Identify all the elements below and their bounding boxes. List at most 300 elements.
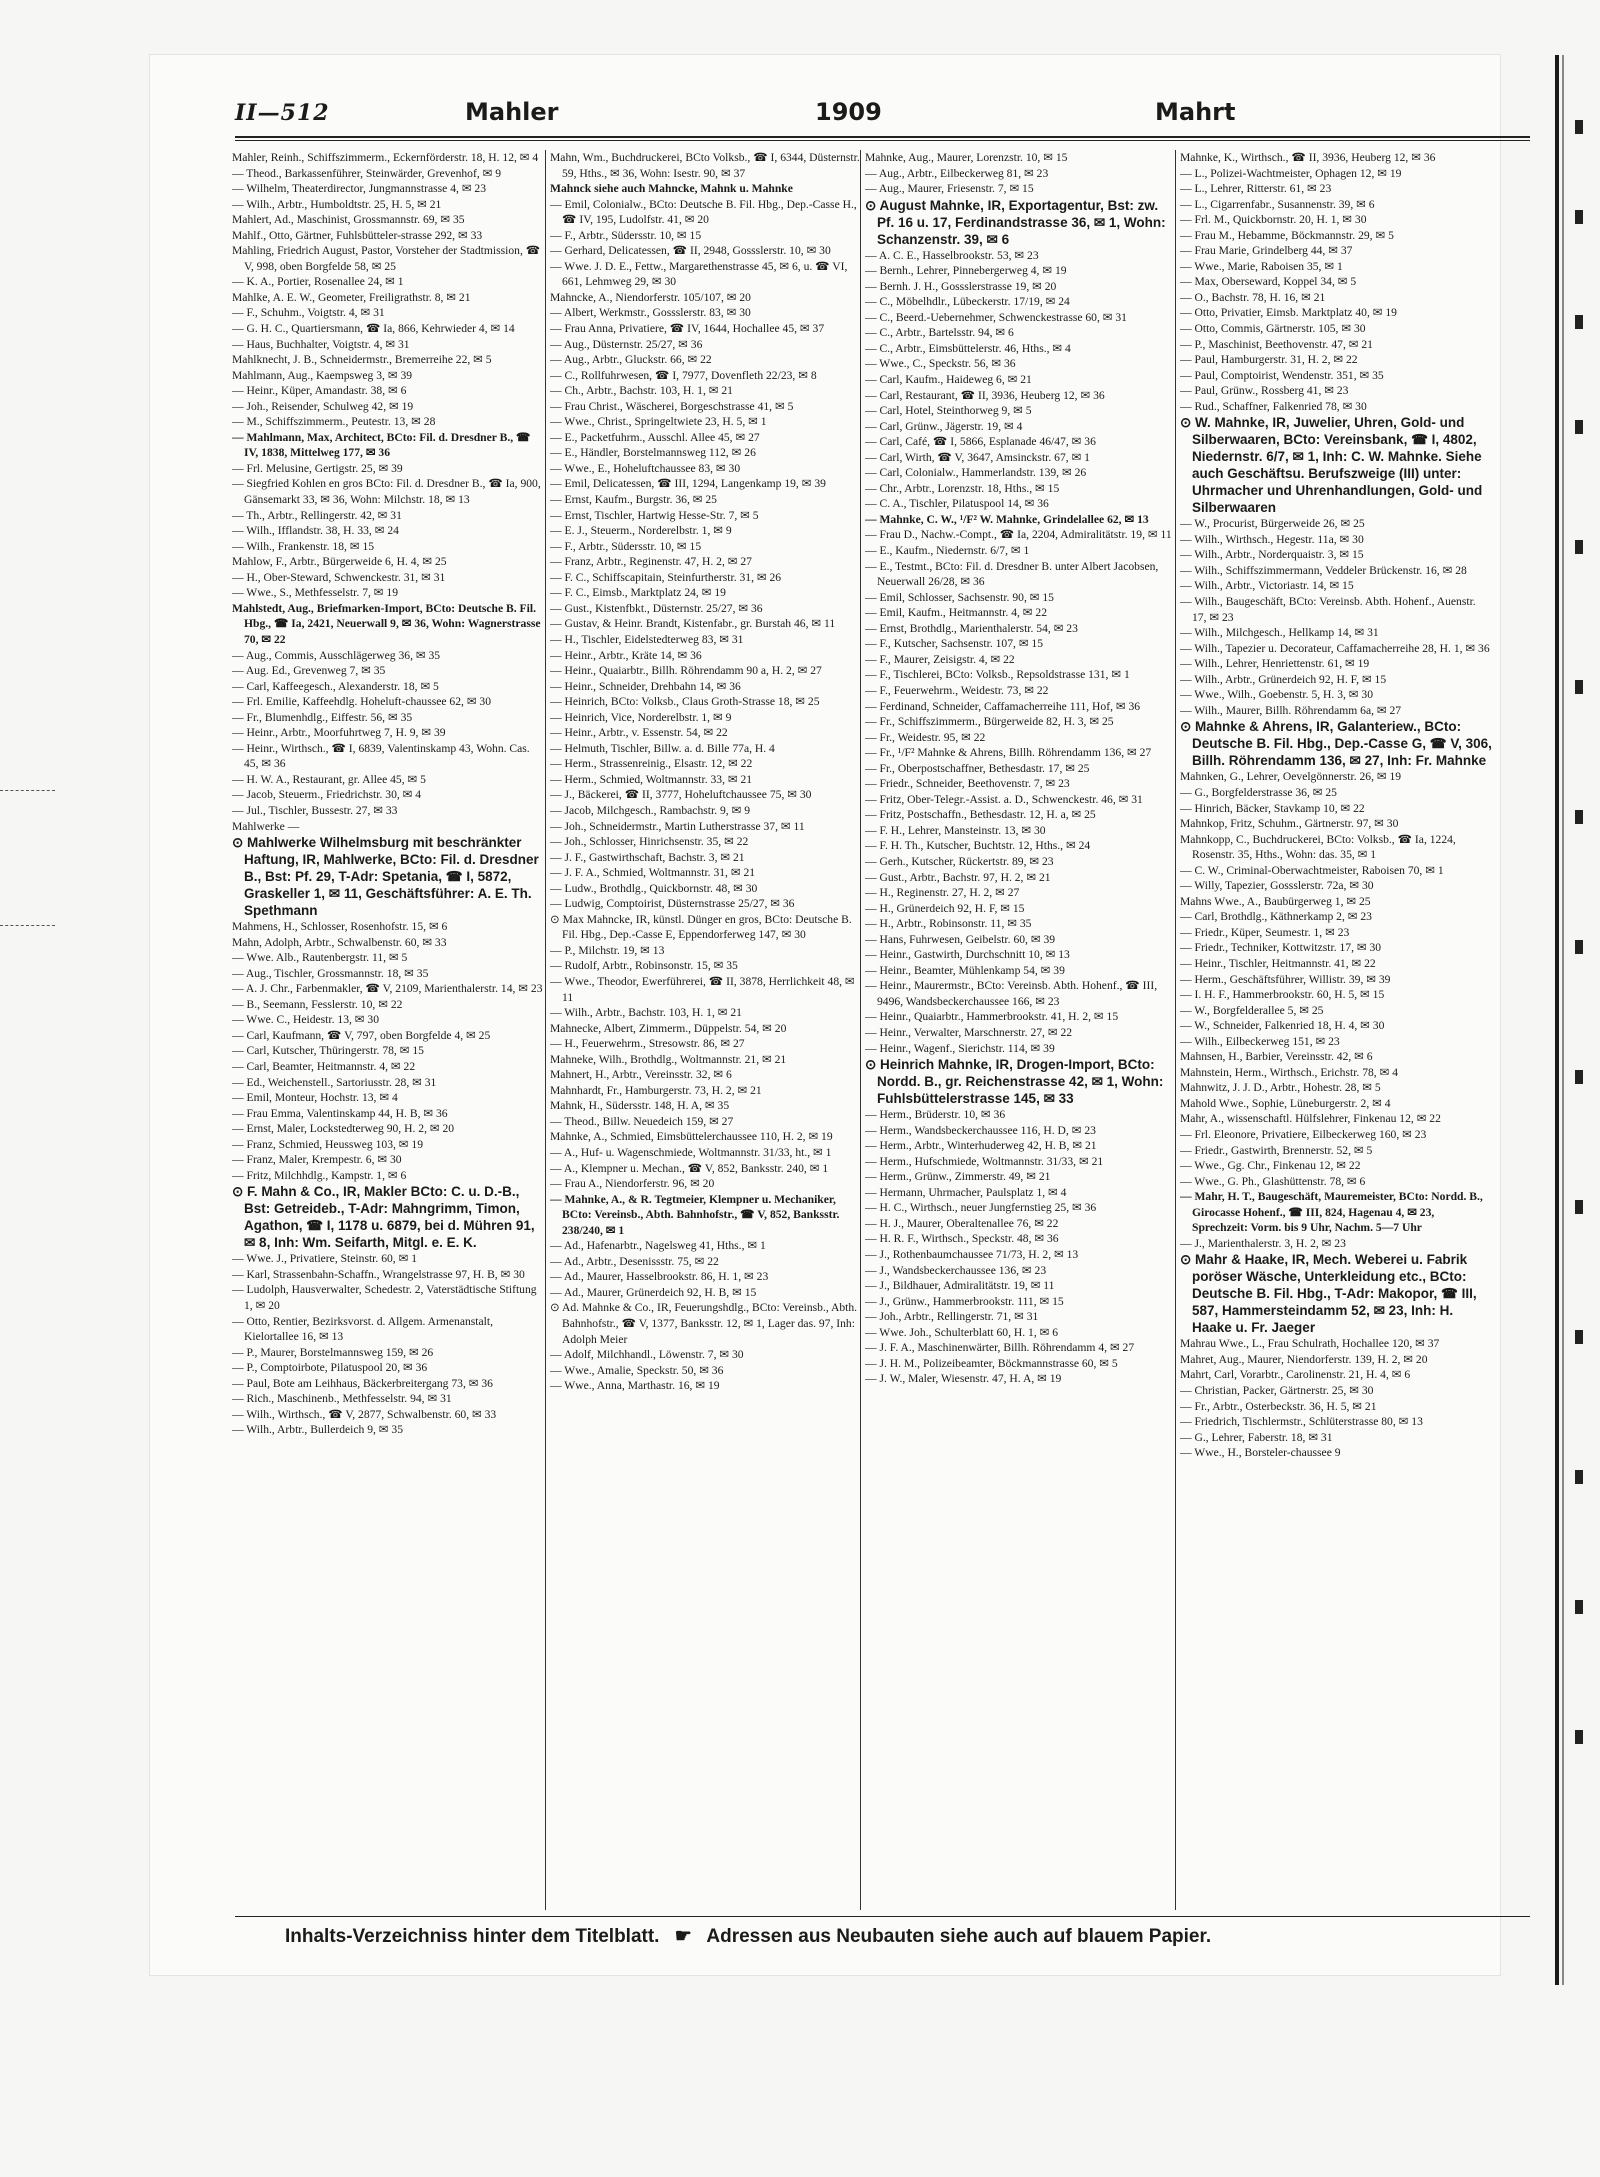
directory-entry: — Jacob, Milchgesch., Rambachstr. 9, ✉ 9	[550, 803, 751, 817]
directory-entry: — Ch., Arbtr., Bachstr. 103, H. 1, ✉ 21	[550, 384, 733, 398]
directory-entry: — Gerhard, Delicatessen, ☎ II, 2948, Gossslerstr. 10, ✉ 30	[550, 244, 831, 258]
directory-entry: — Wwe., C., Speckstr. 56, ✉ 36	[865, 357, 1016, 371]
directory-entry: ⊙ August Mahnke, IR, Exportagentur, Bst: zw. Pf. 16 u. 17, Ferdinandstrasse 36, ✉ 1, Wohn: Schanzenstr. 39, ✉ 6	[865, 197, 1166, 247]
directory-entry: — Fr., Arbtr., Osterbeckstr. 36, H. 5, ✉ 21	[1180, 1399, 1377, 1413]
directory-entry: — Heinr., Arbtr., v. Essenstr. 54, ✉ 22	[550, 726, 728, 740]
directory-entry: — Wwe., Anna, Marthastr. 16, ✉ 19	[550, 1379, 720, 1393]
directory-entry: Mahlstedt, Aug., Briefmarken-Import, BCto: Deutsche B. Fil. Hbg., ☎ Ia, 2421, Neuerwall 9, ✉ 36, Wohn: Wagnerstrasse 70, ✉ 22	[232, 601, 541, 646]
directory-entry: — Carl, Hotel, Steinthorweg 9, ✉ 5	[865, 404, 1032, 418]
directory-entry: — Rudolf, Arbtr., Robinsonstr. 15, ✉ 35	[550, 959, 738, 973]
directory-entry: — Frau Emma, Valentinskamp 44, H. B, ✉ 36	[232, 1106, 448, 1120]
directory-entry: — Wilhelm, Theaterdirector, Jungmannstrasse 4, ✉ 23	[232, 182, 487, 196]
cut-mark	[0, 925, 55, 926]
directory-entry: — Wwe. J. D. E., Fettw., Margarethenstrasse 45, ✉ 6, u. ☎ VI, 661, Lehmweg 29, ✉ 30	[550, 259, 848, 289]
directory-entry: — J. H. M., Polizeibeamter, Böckmannstrasse 60, ✉ 5	[865, 1356, 1118, 1370]
directory-entry: — C. W., Criminal-Oberwachtmeister, Raboisen 70, ✉ 1	[1180, 863, 1444, 877]
directory-entry: — Wwe. C., Heidestr. 13, ✉ 30	[232, 1013, 379, 1027]
directory-entry: — H. W. A., Restaurant, gr. Allee 45, ✉ 5	[232, 772, 426, 786]
directory-entry: — Theod., Barkassenführer, Steinwärder, Grevenhof, ✉ 9	[232, 166, 502, 180]
column-2	[550, 150, 862, 1910]
directory-entry: ⊙ Max Mahncke, IR, künstl. Dünger en gros, BCto: Deutsche B. Fil. Hbg., Dep.-Casse E, Eppendorferweg 147, ✉ 30	[550, 912, 852, 942]
directory-entry: Mahnke, K., Wirthsch., ☎ II, 3936, Heuberg 12, ✉ 36	[1180, 151, 1436, 164]
directory-entry: — Hans, Fuhrwesen, Geibelstr. 60, ✉ 39	[865, 932, 1056, 946]
directory-entry: — Frl. Emilie, Kaffeehdlg. Hoheluft-chaussee 62, ✉ 30	[232, 695, 492, 709]
directory-entry: — Mahnke, C. W., ¹/F² W. Mahnke, Grindelallee 62, ✉ 13	[865, 512, 1149, 526]
directory-entry: — P., Milchstr. 19, ✉ 13	[550, 943, 665, 957]
directory-entry: — W., Schneider, Falkenried 18, H. 4, ✉ 30	[1180, 1019, 1385, 1033]
directory-entry: Mahlke, A. E. W., Geometer, Freiligrathstr. 8, ✉ 21	[232, 290, 471, 304]
directory-entry: — Friedr., Küper, Seumestr. 1, ✉ 23	[1180, 925, 1350, 939]
directory-entry: — L., Polizei-Wachtmeister, Ophagen 12, ✉ 19	[1180, 166, 1402, 180]
directory-entry: — Heinr., Küper, Amandastr. 38, ✉ 6	[232, 384, 407, 398]
directory-entry: Mahlknecht, J. B., Schneidermstr., Bremerreihe 22, ✉ 5	[232, 353, 492, 367]
directory-entry: — Aug. Ed., Grevenweg 7, ✉ 35	[232, 664, 386, 678]
directory-entry: — F., Arbtr., Südersstr. 10, ✉ 15	[550, 539, 702, 553]
directory-entry: Mahlow, F., Arbtr., Bürgerweide 6, H. 4, ✉ 25	[232, 555, 447, 569]
directory-entry: — Wwe., H., Borsteler-chaussee 9	[1180, 1446, 1341, 1460]
directory-entry: — Emil, Kaufm., Heitmannstr. 4, ✉ 22	[865, 606, 1047, 620]
directory-entry: Mahneke, Wilh., Brothdlg., Woltmannstr. 21, ✉ 21	[550, 1052, 787, 1066]
directory-entry: — Wilh., Arbtr., Bullerdeich 9, ✉ 35	[232, 1423, 404, 1437]
directory-entry: — Ludwig, Comptoirist, Düsternstrasse 25/27, ✉ 36	[550, 897, 795, 911]
directory-entry: — W., Borgfelderallee 5, ✉ 25	[1180, 1003, 1324, 1017]
directory-entry: — E. J., Steuerm., Norderelbstr. 1, ✉ 9	[550, 524, 732, 538]
directory-entry: — Christian, Packer, Gärtnerstr. 25, ✉ 30	[1180, 1384, 1374, 1397]
directory-entry: — F., Schuhm., Voigtstr. 4, ✉ 31	[232, 306, 385, 320]
column-4	[1180, 150, 1492, 1910]
directory-entry: — A. J. Chr., Farbenmakler, ☎ V, 2109, Marienthalerstr. 14, ✉ 23	[232, 982, 543, 996]
directory-entry: — Rich., Maschinenb., Methfesselstr. 94, ✉ 31	[232, 1392, 452, 1406]
directory-entry: Mahrau Wwe., L., Frau Schulrath, Hochallee 120, ✉ 37	[1180, 1337, 1440, 1351]
directory-entry: — C., Beerd.-Uebernehmer, Schwenckestrasse 60, ✉ 31	[865, 310, 1127, 324]
directory-entry: Mahn, Wm., Buchdruckerei, BCto Volksb., ☎ I, 6344, Düsternstr. 59, Hths., ✉ 36, Wohn: Isestr. 90, ✉ 37	[550, 151, 860, 180]
directory-entry: — Bernh. J. H., Gossslerstrasse 19, ✉ 20	[865, 279, 1057, 293]
directory-entry: — Franz, Schmied, Heussweg 103, ✉ 19	[232, 1137, 424, 1151]
directory-entry: — Ernst, Tischler, Hartwig Hesse-Str. 7, ✉ 5	[550, 508, 759, 522]
directory-entry: — Wwe. Joh., Schulterblatt 60, H. 1, ✉ 6	[865, 1325, 1059, 1339]
directory-entry: — G. H. C., Quartiersmann, ☎ Ia, 866, Kehrwieder 4, ✉ 14	[232, 322, 515, 336]
directory-entry: — P., Maschinist, Beethovenstr. 47, ✉ 21	[1180, 337, 1373, 351]
directory-entry: — O., Bachstr. 78, H. 16, ✉ 21	[1180, 290, 1326, 304]
directory-entry: ⊙ Heinrich Mahnke, IR, Drogen-Import, BCto: Nordd. B., gr. Reichenstrasse 42, ✉ 1, Wohn: Fuhlsbüttelerstrasse 145, ✉ 33	[865, 1057, 1164, 1107]
directory-entry: — Wilh., Ifflandstr. 38, H. 33, ✉ 24	[232, 524, 399, 538]
directory-entry: — E., Testmt., BCto: Fil. d. Dresdner B. unter Albert Jacobsen, Neuerwall 26/28, ✉ 36	[865, 559, 1159, 589]
directory-entry: — F., Arbtr., Südersstr. 10, ✉ 15	[550, 228, 702, 242]
directory-entry: — J., Bäckerei, ☎ II, 3777, Hoheluftchaussee 75, ✉ 30	[550, 788, 812, 802]
directory-entry: — Rud., Schaffner, Falkenried 78, ✉ 30	[1180, 399, 1367, 413]
directory-entry: — F., Kutscher, Sachsenstr. 107, ✉ 15	[865, 637, 1044, 651]
directory-entry: — Herm., Hufschmiede, Woltmannstr. 31/33, ✉ 21	[865, 1154, 1104, 1168]
directory-entry: — Heinr., Quaiarbtr., Billh. Röhrendamm 90 a, H. 2, ✉ 27	[550, 664, 822, 678]
directory-entry: — Frau Marie, Grindelberg 44, ✉ 37	[1180, 244, 1353, 258]
directory-entry: ⊙ Mahnke & Ahrens, IR, Galanteriew., BCto: Deutsche B. Fil. Hbg., Dep.-Casse G, ☎ V, 306, Billh. Röhrendamm 136, ✉ 27, Inh: Fr. Mahnke	[1180, 719, 1492, 769]
directory-entry: — Fritz, Postschaffn., Bethesdastr. 12, H. a, ✉ 25	[865, 808, 1096, 822]
directory-entry: — J. F., Gastwirthschaft, Bachstr. 3, ✉ 21	[550, 850, 745, 864]
directory-entry: ⊙ Mahr & Haake, IR, Mech. Weberei u. Fabrik poröser Wäsche, Unterkleidung etc., BCto: Deutsche B. Fil. Hbg., T-Adr: Makopor, ☎ III, 587, Hammersteindamm 52, ✉ 23, Inh: H. Haake u. Fr. Jaeger	[1180, 1252, 1477, 1336]
directory-entry: — E., Kaufm., Niedernstr. 6/7, ✉ 1	[865, 544, 1030, 558]
directory-entry: — Wilh., Schiffszimmermann, Veddeler Brückenstr. 16, ✉ 28	[1180, 563, 1467, 577]
cut-mark	[0, 790, 55, 791]
directory-entry: — Frau Christ., Wäscherei, Borgeschstrasse 41, ✉ 5	[550, 399, 794, 413]
directory-entry: — Frl. Melusine, Gertigstr. 25, ✉ 39	[232, 461, 403, 475]
directory-entry: — J., Bildhauer, Admiralitätstr. 19, ✉ 11	[865, 1279, 1055, 1293]
directory-entry: — Hinrich, Bäcker, Stavkamp 10, ✉ 22	[1180, 801, 1365, 815]
directory-entry: — I. H. F., Hammerbrookstr. 60, H. 5, ✉ 15	[1180, 988, 1385, 1002]
column-1	[232, 150, 544, 1910]
directory-entry: — H., Ober-Steward, Schwenckestr. 31, ✉ 31	[232, 570, 446, 584]
directory-entry: — A., Klempner u. Mechan., ☎ V, 852, Banksstr. 240, ✉ 1	[550, 1161, 829, 1175]
directory-entry: — Siegfried Kohlen en gros BCto: Fil. d. Dresdner B., ☎ Ia, 900, Gänsemarkt 33, ✉ 36, Wohn: Milchstr. 18, ✉ 13	[232, 477, 541, 507]
directory-entry: — Otto, Rentier, Bezirksvorst. d. Allgem. Armenanstalt, Kielortallee 16, ✉ 13	[232, 1314, 493, 1344]
directory-entry: — C., Möbelhdlr., Lübeckerstr. 17/19, ✉ 24	[865, 295, 1070, 309]
directory-entry: — Bernh., Lehrer, Pinnebergerweg 4, ✉ 19	[865, 264, 1067, 278]
directory-entry: — Fr., Schiffszimmerm., Bürgerweide 82, H. 3, ✉ 25	[865, 715, 1114, 729]
directory-entry: — Aug., Maurer, Friesenstr. 7, ✉ 15	[865, 182, 1034, 196]
directory-entry: — Ed., Weichenstell., Sartoriusstr. 28, ✉ 31	[232, 1075, 437, 1089]
directory-entry: — J., Marienthalerstr. 3, H. 2, ✉ 23	[1180, 1236, 1346, 1250]
directory-entry: — Frl. M., Quickbornstr. 20, H. 1, ✉ 30	[1180, 213, 1367, 227]
directory-entry: — Carl, Kaffeegesch., Alexanderstr. 18, ✉ 5	[232, 679, 439, 693]
directory-entry: — Wwe. Alb., Rautenbergstr. 11, ✉ 5	[232, 951, 408, 965]
directory-entry: Mahmens, H., Schlosser, Rosenhofstr. 15, ✉ 6	[232, 920, 448, 934]
directory-entry: — Wilh., Arbtr., Bachstr. 103, H. 1, ✉ 21	[550, 1006, 742, 1020]
directory-entry: — J. F. A., Schmied, Woltmannstr. 31, ✉ 21	[550, 866, 756, 880]
directory-entry: Mahler, Reinh., Schiffszimmerm., Eckernförderstr. 18, H. 12, ✉ 4	[232, 151, 539, 164]
directory-entry: — Paul, Grünw., Rossberg 41, ✉ 23	[1180, 384, 1349, 398]
directory-entry: — J. W., Maler, Wiesenstr. 47, H. A, ✉ 19	[865, 1372, 1062, 1386]
directory-entry: — G., Borgfelderstrasse 36, ✉ 25	[1180, 785, 1337, 799]
directory-entry: — Carl, Wirth, ☎ V, 3647, Amsinckstr. 67, ✉ 1	[865, 450, 1090, 464]
footer-left-text: Inhalts-Verzeichniss hinter dem Titelblatt.	[285, 1926, 660, 1947]
directory-entry: — Joh., Schneidermstr., Martin Lutherstrasse 37, ✉ 11	[550, 819, 805, 833]
directory-entry: — Heinrich, BCto: Volksb., Claus Groth-Strasse 18, ✉ 25	[550, 695, 820, 709]
directory-entry: — Wilh., Arbtr., Victoriastr. 14, ✉ 15	[1180, 579, 1354, 593]
page-number: II—512	[235, 100, 330, 126]
directory-entry: — Carl, Kaufm., Haideweg 6, ✉ 21	[865, 373, 1032, 387]
directory-entry: — Joh., Schlosser, Hinrichsenstr. 35, ✉ 22	[550, 835, 749, 849]
directory-entry: — Ludw., Brothdlg., Quickbornstr. 48, ✉ 30	[550, 881, 758, 895]
directory-entry: — Herm., Schmied, Woltmannstr. 33, ✉ 21	[550, 772, 753, 786]
directory-entry: — Friedr., Gastwirth, Brennerstr. 52, ✉ 5	[1180, 1143, 1373, 1157]
directory-entry: Mahret, Aug., Maurer, Niendorferstr. 139, H. 2, ✉ 20	[1180, 1352, 1428, 1366]
directory-entry: — Gust., Arbtr., Bachstr. 97, H. 2, ✉ 21	[865, 870, 1051, 884]
directory-entry: — K. A., Portier, Rosenallee 24, ✉ 1	[232, 275, 404, 289]
directory-entry: Mahrt, Carl, Vorarbtr., Carolinenstr. 21, H. 4, ✉ 6	[1180, 1368, 1411, 1382]
directory-entry: — Heinr., Beamter, Mühlenkamp 54, ✉ 39	[865, 963, 1065, 977]
directory-entry: — Fr., Oberpostschaffner, Bethesdastr. 17, ✉ 25	[865, 761, 1090, 775]
directory-entry: — Friedrich, Tischlermstr., Schlüterstrasse 80, ✉ 13	[1180, 1415, 1423, 1429]
directory-entry: — Heinr., Verwalter, Marschnerstr. 27, ✉ 22	[865, 1025, 1073, 1039]
directory-entry: — Aug., Arbtr., Gluckstr. 66, ✉ 22	[550, 353, 712, 367]
directory-entry: — Ernst, Kaufm., Burgstr. 36, ✉ 25	[550, 493, 717, 507]
directory-entry: — Wwe., Wilh., Goebenstr. 5, H. 3, ✉ 30	[1180, 688, 1374, 702]
adjacent-page-edge	[1575, 120, 1595, 1820]
directory-entry: — H., Feuerwehrm., Stresowstr. 86, ✉ 27	[550, 1037, 745, 1051]
directory-entry: — Wwe., Gg. Chr., Finkenau 12, ✉ 22	[1180, 1159, 1361, 1173]
directory-entry: Mahnhardt, Fr., Hamburgerstr. 73, H. 2, ✉ 21	[550, 1083, 762, 1097]
directory-entry: — Mahlmann, Max, Architect, BCto: Fil. d. Dresdner B., ☎ IV, 1838, Mittelweg 177, ✉ 36	[232, 430, 531, 460]
directory-entry: — Heinr., Gastwirth, Durchschnitt 10, ✉ 13	[865, 948, 1070, 962]
directory-entry: — Wilh., Wirthsch., ☎ V, 2877, Schwalbenstr. 60, ✉ 33	[232, 1407, 497, 1421]
directory-entry: — Ad., Arbtr., Desenissstr. 75, ✉ 22	[550, 1254, 719, 1268]
directory-entry: — Wwe. J., Privatiere, Steinstr. 60, ✉ 1	[232, 1252, 417, 1266]
directory-entry: — A. C. E., Hasselbrookstr. 53, ✉ 23	[865, 248, 1039, 262]
directory-entry: — Wwe., E., Hoheluftchaussee 83, ✉ 30	[550, 461, 741, 475]
directory-entry: — C., Rollfuhrwesen, ☎ I, 7977, Dovenfleth 22/23, ✉ 8	[550, 368, 817, 382]
directory-entry: — Emil, Schlosser, Sachsenstr. 90, ✉ 15	[865, 590, 1054, 604]
directory-entry: — J., Rothenbaumchaussee 71/73, H. 2, ✉ 13	[865, 1248, 1079, 1261]
directory-entry: — Heinr., Wagenf., Sierichstr. 114, ✉ 39	[865, 1041, 1055, 1055]
directory-entry: — Th., Arbtr., Rellingerstr. 42, ✉ 31	[232, 508, 402, 522]
directory-entry: — Friedr., Techniker, Kottwitzstr. 17, ✉ 30	[1180, 941, 1382, 955]
directory-entry: — F. H. Th., Kutscher, Buchtstr. 12, Hths., ✉ 24	[865, 839, 1091, 853]
directory-entry: — Wilh., Baugeschäft, BCto: Vereinsb. Abth. Hohenf., Auenstr. 17, ✉ 23	[1180, 595, 1476, 624]
directory-entry: — J., Wandsbeckerchaussee 136, ✉ 23	[865, 1263, 1047, 1277]
directory-entry: — Wilh., Wirthsch., Hegestr. 11a, ✉ 30	[1180, 532, 1364, 546]
directory-entry: — Frau Anna, Privatiere, ☎ IV, 1644, Hochallee 45, ✉ 37	[550, 322, 825, 336]
directory-entry: Mahnke, A., Schmied, Eimsbüttelerchaussee 110, H. 2, ✉ 19	[550, 1130, 833, 1144]
directory-entry: Mahnken, G., Lehrer, Oevelgönnerstr. 26, ✉ 19	[1180, 770, 1402, 784]
directory-entry: — P., Maurer, Borstelmannsweg 159, ✉ 26	[232, 1345, 434, 1359]
directory-entry: — Heinr., Schneider, Drehbahn 14, ✉ 36	[550, 679, 741, 693]
directory-entry: — Frau A., Niendorferstr. 96, ✉ 20	[550, 1177, 715, 1191]
header-year: 1909	[815, 98, 882, 126]
directory-entry: — Ferdinand, Schneider, Caffamacherreihe 111, Hof, ✉ 36	[865, 699, 1141, 713]
directory-entry: — W., Procurist, Bürgerweide 26, ✉ 25	[1180, 517, 1365, 531]
directory-entry: — Carl, Kaufmann, ☎ V, 797, oben Borgfelde 4, ✉ 25	[232, 1028, 491, 1042]
directory-entry: Mahnk, H., Südersstr. 148, H. A, ✉ 35	[550, 1099, 730, 1113]
directory-entry: — Aug., Düsternstr. 25/27, ✉ 36	[550, 337, 703, 351]
directory-entry: — Wwe., G. Ph., Glashüttenstr. 78, ✉ 6	[1180, 1174, 1366, 1188]
directory-entry: ⊙ Mahlwerke Wilhelmsburg mit beschränkter Haftung, IR, Mahlwerke, BCto: Fil. d. Dresdner B., Bst: Pf. 29, T-Adr: Spetania, ☎ I, 5872, Graskeller 1, ✉ 11, Geschäftsführer: A. E. Th. Spethmann	[232, 835, 539, 919]
directory-entry: — Otto, Commis, Gärtnerstr. 105, ✉ 30	[1180, 322, 1366, 336]
directory-entry: Mahnsen, H., Barbier, Vereinsstr. 42, ✉ 6	[1180, 1050, 1373, 1064]
directory-entry: — J., Grünw., Hammerbrookstr. 111, ✉ 15	[865, 1294, 1064, 1308]
directory-entry: — F. C., Schiffscapitain, Steinfurtherstr. 31, ✉ 26	[550, 570, 782, 584]
directory-entry: — Fr., Blumenhdlg., Eiffestr. 56, ✉ 35	[232, 710, 413, 724]
directory-entry: — Fritz, Milchhdlg., Kampstr. 1, ✉ 6	[232, 1168, 407, 1182]
directory-entry: — Heinr., Arbtr., Moorfuhrtweg 7, H. 9, ✉ 39	[232, 726, 446, 740]
directory-entry: — Carl, Kutscher, Thüringerstr. 78, ✉ 15	[232, 1044, 424, 1058]
directory-entry: — F., Maurer, Zeisigstr. 4, ✉ 22	[865, 652, 1015, 666]
directory-entry: — Fritz, Ober-Telegr.-Assist. a. D., Schwenckestr. 46, ✉ 31	[865, 792, 1143, 806]
directory-entry: — C., Arbtr., Bartelsstr. 94, ✉ 6	[865, 326, 1014, 340]
directory-entry: — Ernst, Brothdlg., Marienthalerstr. 54, ✉ 23	[865, 621, 1078, 635]
directory-entry: — E., Packetfuhrm., Ausschl. Allee 45, ✉ 27	[550, 430, 760, 444]
directory-entry: — H., Reginenstr. 27, H. 2, ✉ 27	[865, 886, 1020, 900]
directory-entry: — H., Grünerdeich 92, H. F, ✉ 15	[865, 901, 1025, 915]
directory-entry: Mahnstein, Herm., Wirthsch., Erichstr. 78, ✉ 4	[1180, 1065, 1399, 1079]
footer-right-text: Adressen aus Neubauten siehe auch auf blauem Papier.	[706, 1926, 1212, 1947]
directory-entry: Mahnke, Aug., Maurer, Lorenzstr. 10, ✉ 15	[865, 151, 1068, 164]
directory-entry: — Franz, Arbtr., Reginenstr. 47, H. 2, ✉ 27	[550, 555, 752, 569]
directory-entry: — Herm., Wandsbeckerchaussee 116, H. D, ✉ 23	[865, 1123, 1096, 1137]
directory-entry: — Frl. Eleonore, Privatiere, Eilbeckerweg 160, ✉ 23	[1180, 1127, 1427, 1141]
directory-entry: — Ad., Maurer, Grünerdeich 92, H. B, ✉ 15	[550, 1285, 757, 1299]
directory-entry: — Joh., Arbtr., Rellingerstr. 71, ✉ 31	[865, 1310, 1039, 1324]
directory-entry: — Frau M., Hebamme, Böckmannstr. 29, ✉ 5	[1180, 228, 1394, 242]
directory-entry: — Theod., Billw. Neuedeich 159, ✉ 27	[550, 1114, 734, 1128]
directory-entry: — Emil, Monteur, Hochstr. 13, ✉ 4	[232, 1091, 398, 1105]
directory-entry: — Ad., Hafenarbtr., Nagelsweg 41, Hths., ✉ 1	[550, 1239, 766, 1253]
directory-entry: — C., Arbtr., Eimsbüttelerstr. 46, Hths., ✉ 4	[865, 341, 1071, 355]
directory-entry: Mahnck siehe auch Mahncke, Mahnk u. Mahnke	[550, 182, 793, 196]
directory-entry: — L., Cigarrenfabr., Susannenstr. 39, ✉ 6	[1180, 197, 1375, 211]
directory-entry: — H. J., Maurer, Oberaltenallee 76, ✉ 22	[865, 1216, 1059, 1230]
directory-entry: — Heinr., Wirthsch., ☎ I, 6839, Valentinskamp 43, Wohn. Cas. 45, ✉ 36	[232, 741, 530, 771]
directory-entry: Mahnecke, Albert, Zimmerm., Düppelstr. 54, ✉ 20	[550, 1021, 787, 1035]
directory-entry: Mahnkopp, C., Buchdruckerei, BCto: Volksb., ☎ Ia, 1224, Rosenstr. 35, Hths., Wohn: das. 35, ✉ 1	[1180, 832, 1456, 862]
directory-entry: Mahnwitz, J. J. D., Arbtr., Hohestr. 28, ✉ 5	[1180, 1081, 1381, 1095]
directory-entry: — Emil, Delicatessen, ☎ III, 1294, Langenkamp 19, ✉ 39	[550, 477, 826, 491]
directory-entry: — Helmuth, Tischler, Billw. a. d. Bille 77a, H. 4	[550, 741, 775, 755]
directory-columns	[232, 150, 1532, 1910]
directory-entry: — Herm., Geschäftsführer, Willistr. 39, ✉ 39	[1180, 972, 1391, 986]
directory-entry: ⊙ F. Mahn & Co., IR, Makler BCto: C. u. D.-B., Bst: Getreideb., T-Adr: Mahngrimm, Timon, Agathon, ☎ I, 1178 u. 6879, bei d. Mühren 91, ✉ 8, Inh: Wm. Seifarth, Mitgl. e. E. K.	[232, 1184, 535, 1251]
header-rule	[235, 136, 1530, 138]
directory-entry: — Frau D., Nachw.-Compt., ☎ Ia, 2204, Admiralitätstr. 19, ✉ 11	[865, 528, 1172, 542]
directory-entry: Mahr, A., wissenschaftl. Hülfslehrer, Finkenau 12, ✉ 22	[1180, 1112, 1441, 1126]
directory-entry: — Wwe., Amalie, Speckstr. 50, ✉ 36	[550, 1363, 724, 1377]
directory-entry: — Otto, Privatier, Eimsb. Marktplatz 40, ✉ 19	[1180, 306, 1397, 320]
directory-entry: — Ad., Maurer, Hasselbrookstr. 86, H. 1, ✉ 23	[550, 1270, 769, 1284]
directory-entry: — Carl, Restaurant, ☎ II, 3936, Heuberg 12, ✉ 36	[865, 388, 1105, 402]
directory-entry: — Wwe., Marie, Raboisen 35, ✉ 1	[1180, 259, 1343, 273]
directory-entry: Mahlwerke —	[232, 819, 300, 833]
directory-entry: — Aug., Arbtr., Eilbeckerweg 81, ✉ 23	[865, 166, 1049, 180]
directory-entry: — Ludolph, Hausverwalter, Schedestr. 2, Vaterstädtische Stiftung 1, ✉ 20	[232, 1283, 537, 1312]
directory-entry: Mahling, Friedrich August, Pastor, Vorsteher der Stadtmission, ☎ V, 998, oben Borgfelde 58, ✉ 25	[232, 244, 541, 273]
directory-entry: Mahold Wwe., Sophie, Lüneburgerstr. 2, ✉ 4	[1180, 1096, 1391, 1110]
directory-entry: — F. H., Lehrer, Mansteinstr. 13, ✉ 30	[865, 823, 1046, 837]
directory-entry: — E., Händler, Borstelmannsweg 112, ✉ 26	[550, 446, 756, 460]
directory-entry: — Mahnke, A., & R. Tegtmeier, Klempner u. Mechaniker, BCto: Vereinsb., Abth. Bahnhofstr., ☎ V, 852, Banksstr. 238/240, ✉ 1	[550, 1192, 840, 1237]
directory-entry: — H. C., Wirthsch., neuer Jungfernstieg 25, ✉ 36	[865, 1201, 1097, 1215]
header-keyword-left: Mahler	[465, 98, 559, 126]
header-rule-thin	[235, 140, 1530, 141]
directory-entry: — Willy, Tapezier, Gossslerstr. 72a, ✉ 30	[1180, 879, 1374, 893]
directory-entry: — Wilh., Eilbeckerweg 151, ✉ 23	[1180, 1034, 1340, 1048]
directory-entry: — L., Lehrer, Ritterstr. 61, ✉ 23	[1180, 182, 1332, 196]
directory-entry: — J. F. A., Maschinenwärter, Billh. Röhrendamm 4, ✉ 27	[865, 1341, 1135, 1355]
footer-rule	[235, 1916, 1530, 1917]
binding-edge	[1555, 55, 1559, 1985]
directory-entry: — Aug., Commis, Ausschlägerweg 36, ✉ 35	[232, 648, 441, 662]
directory-entry: — B., Seemann, Fesslerstr. 10, ✉ 22	[232, 997, 403, 1011]
directory-entry: ⊙ Ad. Mahnke & Co., IR, Feuerungshdlg., BCto: Vereinsb., Abth. Bahnhofstr., ☎ V, 1377, Banksstr. 12, ✉ 1, Lager das. 97, Inh: Adolph Meier	[550, 1301, 858, 1346]
directory-entry: — Herm., Strassenreinig., Elsastr. 12, ✉ 22	[550, 757, 753, 771]
directory-entry: — Heinr., Quaiarbtr., Hammerbrookstr. 41, H. 2, ✉ 15	[865, 1010, 1119, 1024]
directory-entry: — Aug., Tischler, Grossmannstr. 18, ✉ 35	[232, 966, 429, 980]
directory-entry: — F., Tischlerei, BCto: Volksb., Repsoldstrasse 131, ✉ 1	[865, 668, 1130, 682]
column-3	[865, 150, 1177, 1910]
directory-entry: — Wilh., Arbtr., Norderquaistr. 3, ✉ 15	[1180, 548, 1364, 562]
directory-entry: — Heinrich, Vice, Norderelbstr. 1, ✉ 9	[550, 710, 732, 724]
directory-entry: — Wilh., Arbtr., Humboldtstr. 25, H. 5, ✉ 21	[232, 197, 442, 211]
directory-entry: — Adolf, Milchhandl., Löwenstr. 7, ✉ 30	[550, 1348, 744, 1362]
directory-entry: — Wilh., Arbtr., Grünerdeich 92, H. F, ✉ 15	[1180, 672, 1387, 686]
directory-entry: — H., Tischler, Eidelstedterweg 83, ✉ 31	[550, 632, 744, 646]
directory-entry: — Heinr., Tischler, Heitmannstr. 41, ✉ 22	[1180, 956, 1376, 970]
directory-entry: — Gust., Kistenfbkt., Düsternstr. 25/27, ✉ 36	[550, 601, 763, 615]
directory-entry: — Friedr., Schneider, Beethovenstr. 7, ✉ 23	[865, 777, 1070, 791]
directory-entry: — Franz, Maler, Krempestr. 6, ✉ 30	[232, 1153, 402, 1167]
directory-entry: Mahnkop, Fritz, Schuhm., Gärtnerstr. 97, ✉ 30	[1180, 817, 1399, 831]
header-keyword-right: Mahrt	[1155, 98, 1236, 126]
directory-entry: — P., Comptoirbote, Pilatuspool 20, ✉ 36	[232, 1361, 428, 1375]
directory-entry: — A., Huf- u. Wagenschmiede, Woltmannstr. 31/33, ht., ✉ 1	[550, 1146, 832, 1159]
directory-entry: Mahlmann, Aug., Kaempsweg 3, ✉ 39	[232, 368, 413, 382]
directory-entry: — Chr., Arbtr., Lorenzstr. 18, Hths., ✉ 15	[865, 481, 1060, 495]
directory-entry: — Herm., Grünw., Zimmerstr. 49, ✉ 21	[865, 1170, 1051, 1184]
directory-entry: — Jacob, Steuerm., Friedrichstr. 30, ✉ 4	[232, 788, 422, 802]
directory-entry: — Carl, Colonialw., Hammerlandstr. 139, ✉ 26	[865, 466, 1087, 480]
directory-entry: — Wwe., Christ., Springeltwiete 23, H. 5, ✉ 1	[550, 415, 767, 429]
directory-entry: — H. R. F., Wirthsch., Speckstr. 48, ✉ 36	[865, 1232, 1059, 1246]
directory-entry: — Haus, Buchhalter, Voigtstr. 4, ✉ 31	[232, 337, 410, 351]
directory-entry: — Paul, Hamburgerstr. 31, H. 2, ✉ 22	[1180, 353, 1358, 367]
directory-entry: — C. A., Tischler, Pilatuspool 14, ✉ 36	[865, 497, 1049, 511]
page-header	[235, 98, 1525, 132]
directory-entry: ⊙ W. Mahnke, IR, Juwelier, Uhren, Gold- und Silberwaaren, BCto: Vereinsbank, ☎ I, 4802, Niedernstr. 6/7, ✉ 1, Inh: C. W. Mahnke. Siehe auch Geschäftsu. Berufszweige (III) unter: Uhrmacher und Uhrenhandlungen, Gold- und Silberwaaren	[1180, 415, 1483, 516]
directory-entry: — Max, Oberseward, Koppel 34, ✉ 5	[1180, 275, 1357, 289]
directory-entry: — G., Lehrer, Faberstr. 18, ✉ 31	[1180, 1430, 1333, 1444]
directory-entry: Mahlf., Otto, Gärtner, Fuhlsbütteler-strasse 292, ✉ 33	[232, 228, 483, 242]
directory-entry: Mahn, Adolph, Arbtr., Schwalbenstr. 60, ✉ 33	[232, 935, 447, 949]
page-footer	[285, 1925, 1525, 1955]
directory-entry: — Wilh., Milchgesch., Hellkamp 14, ✉ 31	[1180, 626, 1379, 640]
directory-entry: — Carl, Café, ☎ I, 5866, Esplanade 46/47, ✉ 36	[865, 435, 1096, 449]
directory-entry: — Paul, Bote am Leihhaus, Bäckerbreitergang 73, ✉ 36	[232, 1376, 493, 1390]
directory-entry: Mahlert, Ad., Maschinist, Grossmannstr. 69, ✉ 35	[232, 213, 465, 227]
directory-entry: — Heinr., Maurermstr., BCto: Vereinsb. Abth. Hohenf., ☎ III, 9496, Wandsbeckerchaussee 166, ✉ 23	[865, 979, 1158, 1008]
directory-entry: — Herm., Brüderstr. 10, ✉ 36	[865, 1108, 1006, 1122]
directory-entry: — Wilh., Tapezier u. Decorateur, Caffamacherreihe 28, H. 1, ✉ 36	[1180, 641, 1490, 655]
directory-entry: — Mahr, H. T., Baugeschäft, Mauremeister, BCto: Nordd. B., Girocasse Hohenf., ☎ III, 824, Hagenau 4, ✉ 23, Sprechzeit: Vorm. bis 9 Uhr, Nachm. 5—7 Uhr	[1180, 1190, 1483, 1235]
directory-entry: — F. C., Eimsb., Marktplatz 24, ✉ 19	[550, 586, 726, 600]
directory-entry: — M., Schiffszimmerm., Peutestr. 13, ✉ 28	[232, 415, 436, 429]
directory-entry: — Gerh., Kutscher, Rückertstr. 89, ✉ 23	[865, 854, 1054, 868]
directory-entry: — H., Arbtr., Robinsonstr. 11, ✉ 35	[865, 917, 1032, 931]
directory-entry: Mahnert, H., Arbtr., Vereinsstr. 32, ✉ 6	[550, 1068, 732, 1082]
directory-entry: — Jul., Tischler, Bussestr. 27, ✉ 33	[232, 803, 398, 817]
directory-entry: Mahncke, A., Niendorferstr. 105/107, ✉ 20	[550, 290, 751, 304]
pointing-hand-icon: ☛	[674, 1926, 692, 1947]
directory-entry: — Paul, Comptoirist, Wendenstr. 351, ✉ 35	[1180, 368, 1384, 382]
directory-entry: — Heinr., Arbtr., Kräte 14, ✉ 36	[550, 648, 702, 662]
directory-entry: — Hermann, Uhrmacher, Paulsplatz 1, ✉ 4	[865, 1185, 1067, 1199]
directory-entry: — Karl, Strassenbahn-Schaffn., Wrangelstrasse 97, H. B, ✉ 30	[232, 1267, 525, 1281]
directory-entry: — Ernst, Maler, Lockstedterweg 90, H. 2, ✉ 20	[232, 1122, 455, 1136]
directory-entry: — Gustav, & Heinr. Brandt, Kistenfabr., gr. Burstah 46, ✉ 11	[550, 617, 836, 631]
directory-entry: — Wilh., Lehrer, Henriettenstr. 61, ✉ 19	[1180, 657, 1370, 671]
directory-entry: Mahns Wwe., A., Baubürgerweg 1, ✉ 25	[1180, 894, 1371, 908]
directory-entry: — Emil, Colonialw., BCto: Deutsche B. Fil. Hbg., Dep.-Casse H., ☎ IV, 195, Ludolfstr. 41, ✉ 20	[550, 197, 857, 227]
directory-entry: — Herm., Arbtr., Winterhuderweg 42, H. B, ✉ 21	[865, 1139, 1097, 1153]
directory-entry: — Joh., Reisender, Schulweg 42, ✉ 19	[232, 399, 414, 413]
directory-entry: — Fr., Weidestr. 95, ✉ 22	[865, 730, 986, 744]
directory-entry: — F., Feuerwehrm., Weidestr. 73, ✉ 22	[865, 683, 1049, 697]
directory-entry: — Carl, Grünw., Jägerstr. 19, ✉ 4	[865, 419, 1023, 433]
directory-entry: — Carl, Beamter, Heitmannstr. 4, ✉ 22	[232, 1059, 416, 1073]
binding-edge-shadow	[1562, 55, 1564, 1985]
directory-entry: — Albert, Werkmstr., Gossslerstr. 83, ✉ 30	[550, 306, 751, 320]
directory-entry: — Fr., ¹/F² Mahnke & Ahrens, Billh. Röhrendamm 136, ✉ 27	[865, 746, 1152, 760]
directory-entry: — Wilh., Maurer, Billh. Röhrendamm 6a, ✉ 27	[1180, 703, 1402, 717]
directory-entry: — Wilh., Frankenstr. 18, ✉ 15	[232, 539, 375, 553]
directory-entry: — Carl, Brothdlg., Käthnerkamp 2, ✉ 23	[1180, 910, 1372, 924]
directory-entry: — Wwe., Theodor, Ewerführerei, ☎ II, 3878, Herrlichkeit 48, ✉ 11	[550, 974, 855, 1004]
